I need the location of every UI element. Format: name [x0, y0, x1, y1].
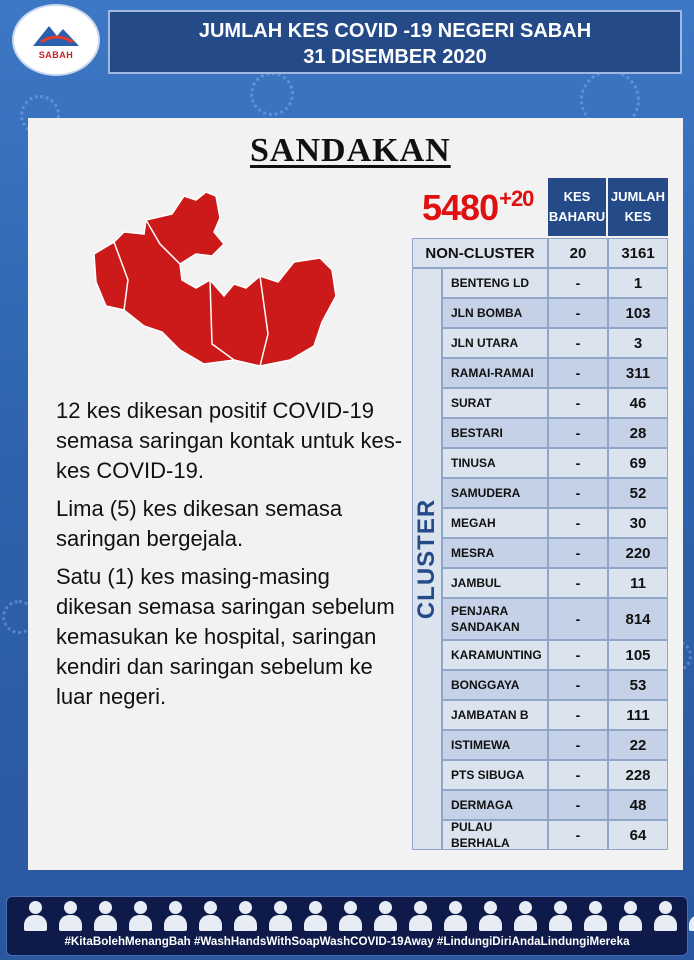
cluster-new-cases: -	[548, 640, 608, 670]
table-row	[442, 448, 668, 478]
frontliner-icon	[581, 901, 610, 931]
cluster-total-cases: 48	[608, 790, 668, 820]
cluster-new-cases: -	[548, 700, 608, 730]
cluster-total-cases: 11	[608, 568, 668, 598]
frontliner-icon	[56, 901, 85, 931]
col-header-new: KES BAHARU	[548, 178, 606, 236]
frontliner-icon	[371, 901, 400, 931]
col-header-total: JUMLAH KES	[608, 178, 668, 236]
cluster-name: JLN BOMBA	[442, 298, 548, 328]
cluster-table	[442, 268, 668, 850]
cluster-new-cases: -	[548, 388, 608, 418]
cluster-new-cases: -	[548, 508, 608, 538]
page-title: JUMLAH KES COVID -19 NEGERI SABAH	[198, 20, 592, 42]
cluster-name: SURAT	[442, 388, 548, 418]
cluster-new-cases: -	[548, 418, 608, 448]
cluster-name: MEGAH	[442, 508, 548, 538]
cluster-total-cases: 228	[608, 760, 668, 790]
cluster-total-cases: 28	[608, 418, 668, 448]
footer-banner	[6, 896, 688, 956]
table-row	[442, 790, 668, 820]
frontliner-icon	[441, 901, 470, 931]
table-row	[442, 640, 668, 670]
cluster-total-cases: 103	[608, 298, 668, 328]
virus-decoration	[250, 72, 294, 116]
cluster-total-cases: 814	[608, 598, 668, 640]
cluster-new-cases: -	[548, 538, 608, 568]
non-cluster-row	[412, 238, 668, 268]
frontliner-icons	[21, 901, 694, 931]
cluster-total-cases: 69	[608, 448, 668, 478]
narrative-paragraph: Satu (1) kes masing-masing dikesan semasa saringan sebelum kemasukan ke hospital, saringan kendiri dan saringan sebelum ke luar negeri.	[56, 564, 395, 709]
table-row	[442, 298, 668, 328]
cluster-name: JAMBATAN B	[442, 700, 548, 730]
table-row	[442, 268, 668, 298]
cluster-new-cases: -	[548, 328, 608, 358]
cluster-new-cases: -	[548, 358, 608, 388]
logo-text: SABAH	[38, 50, 74, 60]
cluster-name: PULAU BERHALA	[442, 820, 548, 850]
cluster-label-text: CLUSTER	[413, 498, 440, 620]
frontliner-icon	[546, 901, 575, 931]
table-row	[442, 730, 668, 760]
table-row	[442, 538, 668, 568]
cluster-total-cases: 52	[608, 478, 668, 508]
cluster-name: DERMAGA	[442, 790, 548, 820]
cluster-new-cases: -	[548, 448, 608, 478]
non-cluster-new: 20	[548, 238, 608, 268]
cluster-new-cases: -	[548, 598, 608, 640]
table-row	[442, 598, 668, 640]
non-cluster-label: NON-CLUSTER	[412, 238, 548, 268]
frontliner-icon	[406, 901, 435, 931]
cluster-new-cases: -	[548, 760, 608, 790]
narrative-paragraph: 12 kes dikesan positif COVID-19 semasa saringan kontak untuk kes-kes COVID-19.	[56, 398, 403, 483]
cluster-name: JAMBUL	[442, 568, 548, 598]
cluster-total-cases: 111	[608, 700, 668, 730]
cluster-name: SAMUDERA	[442, 478, 548, 508]
cluster-total-cases: 30	[608, 508, 668, 538]
cluster-total-cases: 22	[608, 730, 668, 760]
frontliner-icon	[196, 901, 225, 931]
cluster-total-cases: 46	[608, 388, 668, 418]
cluster-new-cases: -	[548, 268, 608, 298]
cluster-total-cases: 1	[608, 268, 668, 298]
cluster-new-cases: -	[548, 670, 608, 700]
frontliner-icon	[476, 901, 505, 931]
cluster-new-cases: -	[548, 568, 608, 598]
cluster-new-cases: -	[548, 820, 608, 850]
table-row	[442, 568, 668, 598]
new-cases-increment: +20	[499, 186, 534, 211]
page-header	[108, 10, 682, 74]
footer-hashtags: #KitaBolehMenangBah #WashHandsWithSoapWashCOVID-19Away #LindungiDiriAndaLindungiMereka	[64, 935, 630, 948]
report-date: 31 DISEMBER 2020	[303, 46, 487, 68]
sabah-logo	[14, 6, 98, 74]
cluster-total-cases: 311	[608, 358, 668, 388]
cluster-name: BONGGAYA	[442, 670, 548, 700]
cluster-name: JLN UTARA	[442, 328, 548, 358]
frontliner-icon	[301, 901, 330, 931]
mountain-icon	[31, 20, 81, 50]
table-row	[442, 700, 668, 730]
cluster-total-cases: 64	[608, 820, 668, 850]
table-row	[442, 328, 668, 358]
cluster-new-cases: -	[548, 730, 608, 760]
case-narrative	[56, 396, 406, 720]
frontliner-icon	[91, 901, 120, 931]
cluster-name: BESTARI	[442, 418, 548, 448]
non-cluster-total: 3161	[608, 238, 668, 268]
cluster-name: RAMAI-RAMAI	[442, 358, 548, 388]
cluster-name: PTS SIBUGA	[442, 760, 548, 790]
table-row	[442, 760, 668, 790]
cluster-total-cases: 220	[608, 538, 668, 568]
table-row	[442, 820, 668, 850]
cluster-total-cases: 53	[608, 670, 668, 700]
sandakan-map	[84, 184, 344, 374]
cluster-name: BENTENG LD	[442, 268, 548, 298]
frontliner-icon	[266, 901, 295, 931]
cluster-name: MESRA	[442, 538, 548, 568]
cluster-label	[412, 268, 442, 850]
frontliner-icon	[686, 901, 694, 931]
cluster-total-cases: 3	[608, 328, 668, 358]
cluster-total-cases: 105	[608, 640, 668, 670]
frontliner-icon	[651, 901, 680, 931]
district-title: SANDAKAN	[250, 132, 451, 169]
table-row	[442, 508, 668, 538]
cluster-name: PENJARA SANDAKAN	[442, 598, 548, 640]
table-row	[442, 478, 668, 508]
cluster-name: KARAMUNTING	[442, 640, 548, 670]
total-value: 5480	[422, 187, 499, 228]
cluster-new-cases: -	[548, 790, 608, 820]
table-row	[442, 358, 668, 388]
cluster-new-cases: -	[548, 478, 608, 508]
table-row	[442, 670, 668, 700]
table-row	[442, 388, 668, 418]
frontliner-icon	[126, 901, 155, 931]
cluster-name: TINUSA	[442, 448, 548, 478]
frontliner-icon	[231, 901, 260, 931]
total-cases	[422, 186, 533, 229]
cluster-new-cases: -	[548, 298, 608, 328]
frontliner-icon	[616, 901, 645, 931]
table-row	[442, 418, 668, 448]
frontliner-icon	[336, 901, 365, 931]
narrative-paragraph: Lima (5) kes dikesan semasa saringan bergejala.	[56, 496, 343, 551]
frontliner-icon	[161, 901, 190, 931]
cluster-name: ISTIMEWA	[442, 730, 548, 760]
frontliner-icon	[21, 901, 50, 931]
frontliner-icon	[511, 901, 540, 931]
